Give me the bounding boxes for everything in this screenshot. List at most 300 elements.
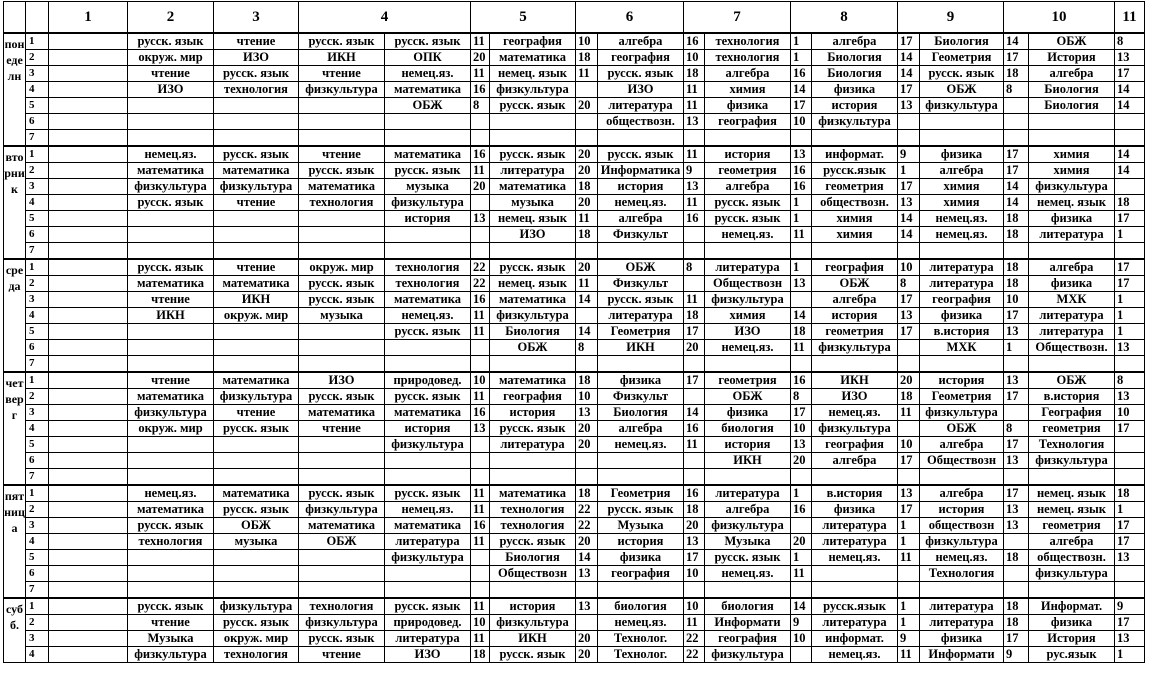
grade-header: 8: [791, 2, 898, 34]
room-cell: 1: [1115, 308, 1145, 324]
room-cell: 16: [791, 163, 812, 179]
room-cell: 17: [898, 292, 920, 308]
room-cell: 16: [791, 66, 812, 82]
subject-cell: ИЗО: [490, 227, 576, 243]
room-cell: 22: [684, 647, 705, 663]
subject-cell: ИКН: [705, 453, 791, 469]
subject-cell: [128, 469, 214, 486]
room-cell: 16: [684, 485, 705, 502]
room-cell: 8: [1115, 33, 1145, 50]
subject-cell: ИКН: [128, 308, 214, 324]
room-cell: 20: [684, 340, 705, 356]
subject-cell: физкультура: [1029, 453, 1115, 469]
room-cell: 18: [1004, 227, 1029, 243]
subject-cell: [49, 356, 128, 373]
subject-cell: литература: [1029, 308, 1115, 324]
room-cell: 11: [471, 485, 490, 502]
lesson-number: 7: [26, 582, 49, 599]
subject-cell: физкультура: [214, 389, 299, 405]
subject-cell: литература: [812, 534, 898, 550]
subject-cell: алгебра: [598, 33, 684, 50]
subject-cell: ОПК: [385, 50, 471, 66]
room-cell: [791, 647, 812, 663]
subject-cell: [49, 308, 128, 324]
subject-cell: технология: [490, 502, 576, 518]
corner-cell: [26, 2, 49, 34]
subject-cell: алгебра: [705, 502, 791, 518]
room-cell: 13: [1115, 50, 1145, 66]
room-cell: 11: [791, 227, 812, 243]
room-cell: 18: [1004, 211, 1029, 227]
subject-cell: география: [812, 437, 898, 453]
subject-cell: математика: [299, 518, 385, 534]
subject-cell: чтение: [214, 405, 299, 421]
room-cell: 22: [576, 518, 598, 534]
room-cell: 14: [576, 550, 598, 566]
subject-cell: физкультура: [920, 98, 1004, 114]
subject-cell: ОБЖ: [1029, 372, 1115, 389]
room-cell: [1004, 582, 1029, 599]
subject-cell: немец.яз.: [920, 550, 1004, 566]
subject-cell: математика: [385, 82, 471, 98]
subject-cell: ОБЖ: [920, 82, 1004, 98]
lesson-row: [4, 453, 1145, 469]
subject-cell: русск. язык: [598, 66, 684, 82]
lesson-number: 4: [26, 195, 49, 211]
subject-cell: Физкульт: [598, 389, 684, 405]
subject-cell: ИЗО: [299, 372, 385, 389]
room-cell: 10: [791, 631, 812, 647]
subject-cell: [214, 356, 299, 373]
room-cell: [1115, 130, 1145, 147]
subject-cell: история: [490, 598, 576, 615]
subject-cell: [214, 566, 299, 582]
day-label: пятница: [4, 485, 26, 598]
subject-cell: [299, 550, 385, 566]
subject-cell: [49, 33, 128, 50]
subject-cell: Обществозн: [920, 453, 1004, 469]
subject-cell: немец.яз.: [705, 566, 791, 582]
subject-cell: окруж. мир: [128, 50, 214, 66]
subject-cell: физкультура: [1029, 179, 1115, 195]
room-cell: 18: [471, 647, 490, 663]
subject-cell: литература: [1029, 324, 1115, 340]
lesson-row: [4, 615, 1145, 631]
room-cell: [1115, 437, 1145, 453]
subject-cell: [128, 130, 214, 147]
room-cell: 1: [1115, 647, 1145, 663]
lesson-number: 2: [26, 502, 49, 518]
room-cell: 22: [684, 631, 705, 647]
subject-cell: Обществозн.: [1029, 340, 1115, 356]
subject-cell: физкультура: [299, 82, 385, 98]
room-cell: 16: [471, 518, 490, 534]
subject-cell: [214, 550, 299, 566]
subject-cell: ИКН: [490, 631, 576, 647]
subject-cell: [299, 566, 385, 582]
subject-cell: [49, 259, 128, 276]
room-cell: 1: [898, 163, 920, 179]
room-cell: 17: [1004, 437, 1029, 453]
subject-cell: [385, 227, 471, 243]
subject-cell: математика: [214, 372, 299, 389]
subject-cell: рус.язык: [1029, 647, 1115, 663]
subject-cell: немец.яз.: [385, 308, 471, 324]
room-cell: 1: [1115, 502, 1145, 518]
room-cell: 17: [898, 82, 920, 98]
lesson-row: [4, 566, 1145, 582]
lesson-number: 3: [26, 179, 49, 195]
lesson-number: 1: [26, 372, 49, 389]
subject-cell: русск. язык: [299, 389, 385, 405]
subject-cell: [299, 130, 385, 147]
subject-cell: геометрия: [812, 179, 898, 195]
room-cell: 14: [1115, 146, 1145, 163]
subject-cell: ОБЖ: [385, 98, 471, 114]
room-cell: [1115, 582, 1145, 599]
subject-cell: физкультура: [128, 179, 214, 195]
subject-cell: [49, 615, 128, 631]
subject-cell: физика: [920, 308, 1004, 324]
subject-cell: русск. язык: [128, 598, 214, 615]
subject-cell: русск. язык: [490, 647, 576, 663]
subject-cell: русск.язык: [812, 598, 898, 615]
room-cell: [684, 227, 705, 243]
lesson-number: 4: [26, 308, 49, 324]
subject-cell: алгебра: [812, 33, 898, 50]
room-cell: 10: [684, 598, 705, 615]
subject-cell: химия: [920, 195, 1004, 211]
subject-cell: физкультура: [705, 647, 791, 663]
subject-cell: обществозн.: [812, 195, 898, 211]
lesson-row: [4, 66, 1145, 82]
room-cell: 16: [684, 421, 705, 437]
room-cell: 9: [791, 615, 812, 631]
subject-cell: математика: [128, 389, 214, 405]
subject-cell: музыка: [299, 308, 385, 324]
room-cell: 10: [1115, 405, 1145, 421]
room-cell: 14: [1004, 33, 1029, 50]
subject-cell: [128, 453, 214, 469]
room-cell: 20: [471, 50, 490, 66]
subject-cell: [49, 50, 128, 66]
subject-cell: химия: [1029, 146, 1115, 163]
room-cell: 1: [1115, 292, 1145, 308]
room-cell: 13: [1004, 502, 1029, 518]
subject-cell: география: [490, 33, 576, 50]
day-label: среда: [4, 259, 26, 372]
room-cell: 1: [898, 518, 920, 534]
subject-cell: технология: [705, 50, 791, 66]
subject-cell: биология: [705, 421, 791, 437]
subject-cell: [299, 340, 385, 356]
room-cell: [1004, 98, 1029, 114]
subject-cell: технология: [299, 195, 385, 211]
room-cell: 17: [898, 179, 920, 195]
subject-cell: [705, 356, 791, 373]
room-cell: 13: [576, 566, 598, 582]
subject-cell: технология: [299, 598, 385, 615]
lesson-row: [4, 485, 1145, 502]
day-label: вторник: [4, 146, 26, 259]
room-cell: 14: [576, 292, 598, 308]
subject-cell: химия: [705, 308, 791, 324]
room-cell: [471, 356, 490, 373]
subject-cell: [299, 243, 385, 260]
room-cell: 22: [471, 259, 490, 276]
subject-cell: русск. язык: [214, 146, 299, 163]
room-cell: 1: [791, 50, 812, 66]
subject-cell: технология: [385, 276, 471, 292]
room-cell: [791, 292, 812, 308]
room-cell: 20: [576, 534, 598, 550]
room-cell: 14: [1115, 163, 1145, 179]
lesson-number: 2: [26, 50, 49, 66]
subject-cell: ОБЖ: [1029, 33, 1115, 50]
room-cell: 11: [471, 389, 490, 405]
room-cell: 20: [576, 98, 598, 114]
room-cell: 13: [791, 146, 812, 163]
subject-cell: окруж. мир: [128, 421, 214, 437]
subject-cell: [812, 130, 898, 147]
subject-cell: чтение: [128, 372, 214, 389]
subject-cell: история: [490, 405, 576, 421]
lesson-row: [4, 33, 1145, 50]
lesson-number: 6: [26, 453, 49, 469]
lesson-row: [4, 502, 1145, 518]
schedule-table: [3, 1, 1145, 663]
room-cell: 20: [791, 534, 812, 550]
subject-cell: Геометрия: [920, 50, 1004, 66]
room-cell: 18: [1004, 259, 1029, 276]
subject-cell: немец.яз.: [812, 405, 898, 421]
subject-cell: [49, 340, 128, 356]
room-cell: 10: [684, 566, 705, 582]
subject-cell: история: [385, 211, 471, 227]
lesson-number: 1: [26, 33, 49, 50]
lesson-row: [4, 179, 1145, 195]
subject-cell: история: [920, 502, 1004, 518]
subject-cell: русск. язык: [385, 485, 471, 502]
subject-cell: физкультура: [385, 195, 471, 211]
room-cell: 16: [471, 146, 490, 163]
room-cell: [576, 582, 598, 599]
room-cell: [1004, 566, 1029, 582]
room-cell: [471, 227, 490, 243]
subject-cell: физкультура: [385, 550, 471, 566]
subject-cell: информат.: [812, 146, 898, 163]
room-cell: 14: [1115, 98, 1145, 114]
subject-cell: [598, 243, 684, 260]
room-cell: [471, 469, 490, 486]
subject-cell: география: [490, 389, 576, 405]
room-cell: [1115, 453, 1145, 469]
room-cell: 17: [1115, 276, 1145, 292]
subject-cell: [214, 437, 299, 453]
room-cell: 1: [1115, 227, 1145, 243]
subject-cell: чтение: [128, 615, 214, 631]
subject-cell: русск. язык: [490, 98, 576, 114]
room-cell: 1: [898, 534, 920, 550]
subject-cell: [1029, 114, 1115, 130]
subject-cell: информат.: [812, 631, 898, 647]
subject-cell: Биология: [1029, 82, 1115, 98]
subject-cell: немец.яз.: [812, 647, 898, 663]
subject-cell: геометрия: [1029, 518, 1115, 534]
room-cell: 13: [1004, 518, 1029, 534]
subject-cell: литература: [598, 98, 684, 114]
room-cell: 1: [898, 598, 920, 615]
subject-cell: [490, 356, 576, 373]
subject-cell: История: [1029, 631, 1115, 647]
subject-cell: [128, 566, 214, 582]
subject-cell: [299, 469, 385, 486]
room-cell: 17: [1115, 534, 1145, 550]
room-cell: 14: [898, 50, 920, 66]
room-cell: 11: [471, 66, 490, 82]
subject-cell: немец.яз.: [920, 211, 1004, 227]
subject-cell: [812, 469, 898, 486]
room-cell: 13: [576, 598, 598, 615]
subject-cell: литература: [598, 308, 684, 324]
room-cell: [471, 582, 490, 599]
subject-cell: [705, 469, 791, 486]
subject-cell: история: [812, 308, 898, 324]
subject-cell: [705, 130, 791, 147]
room-cell: 8: [576, 340, 598, 356]
room-cell: 1: [898, 615, 920, 631]
subject-cell: химия: [812, 227, 898, 243]
subject-cell: русск. язык: [920, 66, 1004, 82]
grade-header: 2: [128, 2, 214, 34]
subject-cell: русск. язык: [490, 146, 576, 163]
room-cell: 11: [576, 276, 598, 292]
subject-cell: физика: [705, 405, 791, 421]
subject-cell: физика: [920, 146, 1004, 163]
subject-cell: МХК: [920, 340, 1004, 356]
subject-cell: окруж. мир: [214, 631, 299, 647]
room-cell: 16: [471, 82, 490, 98]
lesson-row: [4, 582, 1145, 599]
room-cell: 20: [791, 453, 812, 469]
subject-cell: литература: [812, 518, 898, 534]
subject-cell: [598, 453, 684, 469]
subject-cell: ОБЖ: [214, 518, 299, 534]
room-cell: [898, 566, 920, 582]
subject-cell: Биология: [812, 50, 898, 66]
subject-cell: [49, 389, 128, 405]
subject-cell: физкультура: [920, 534, 1004, 550]
lesson-row: [4, 324, 1145, 340]
subject-cell: русск. язык: [299, 276, 385, 292]
subject-cell: история: [385, 421, 471, 437]
room-cell: [791, 518, 812, 534]
room-cell: [898, 340, 920, 356]
subject-cell: физкультура: [1029, 566, 1115, 582]
lesson-number: 1: [26, 485, 49, 502]
subject-cell: [214, 227, 299, 243]
room-cell: 13: [471, 211, 490, 227]
subject-cell: [214, 453, 299, 469]
subject-cell: русск. язык: [598, 146, 684, 163]
room-cell: 22: [576, 502, 598, 518]
subject-cell: физика: [705, 98, 791, 114]
subject-cell: физика: [1029, 211, 1115, 227]
lesson-number: 6: [26, 566, 49, 582]
lesson-row: [4, 259, 1145, 276]
room-cell: 13: [898, 195, 920, 211]
subject-cell: [385, 114, 471, 130]
grade-header: 4: [299, 2, 471, 34]
room-cell: 18: [576, 372, 598, 389]
subject-cell: география: [598, 50, 684, 66]
subject-cell: биология: [705, 598, 791, 615]
subject-cell: математика: [490, 179, 576, 195]
subject-cell: [49, 598, 128, 615]
subject-cell: Информати: [705, 615, 791, 631]
subject-cell: история: [598, 179, 684, 195]
subject-cell: [299, 582, 385, 599]
subject-cell: немец.яз.: [128, 485, 214, 502]
lesson-number: 5: [26, 550, 49, 566]
subject-cell: Музыка: [128, 631, 214, 647]
room-cell: 20: [684, 518, 705, 534]
subject-cell: [385, 566, 471, 582]
subject-cell: чтение: [214, 33, 299, 50]
subject-cell: литература: [920, 598, 1004, 615]
room-cell: 11: [471, 534, 490, 550]
subject-cell: литература: [1029, 227, 1115, 243]
room-cell: [684, 469, 705, 486]
room-cell: 17: [684, 372, 705, 389]
lesson-row: [4, 195, 1145, 211]
subject-cell: Технология: [1029, 437, 1115, 453]
subject-cell: технология: [385, 259, 471, 276]
subject-cell: география: [705, 114, 791, 130]
grade-header: 6: [576, 2, 684, 34]
lesson-number: 2: [26, 389, 49, 405]
subject-cell: география: [920, 292, 1004, 308]
subject-cell: физкультура: [299, 502, 385, 518]
subject-cell: Физкульт: [598, 276, 684, 292]
room-cell: 13: [1115, 340, 1145, 356]
subject-cell: физкультура: [812, 421, 898, 437]
room-cell: 22: [471, 276, 490, 292]
subject-cell: Информат.: [1029, 598, 1115, 615]
subject-cell: [49, 518, 128, 534]
room-cell: 18: [1004, 615, 1029, 631]
room-cell: 11: [471, 163, 490, 179]
subject-cell: музыка: [490, 195, 576, 211]
room-cell: [684, 389, 705, 405]
room-cell: [576, 114, 598, 130]
room-cell: 16: [791, 179, 812, 195]
subject-cell: история: [920, 372, 1004, 389]
lesson-number: 1: [26, 146, 49, 163]
room-cell: [471, 130, 490, 147]
room-cell: [791, 243, 812, 260]
room-cell: 13: [898, 485, 920, 502]
subject-cell: [49, 453, 128, 469]
subject-cell: [299, 211, 385, 227]
grade-header: 9: [898, 2, 1004, 34]
room-cell: [1004, 356, 1029, 373]
room-cell: [1004, 469, 1029, 486]
grade-header: 3: [214, 2, 299, 34]
subject-cell: русск. язык: [705, 550, 791, 566]
room-cell: 10: [791, 421, 812, 437]
lesson-number: 3: [26, 292, 49, 308]
